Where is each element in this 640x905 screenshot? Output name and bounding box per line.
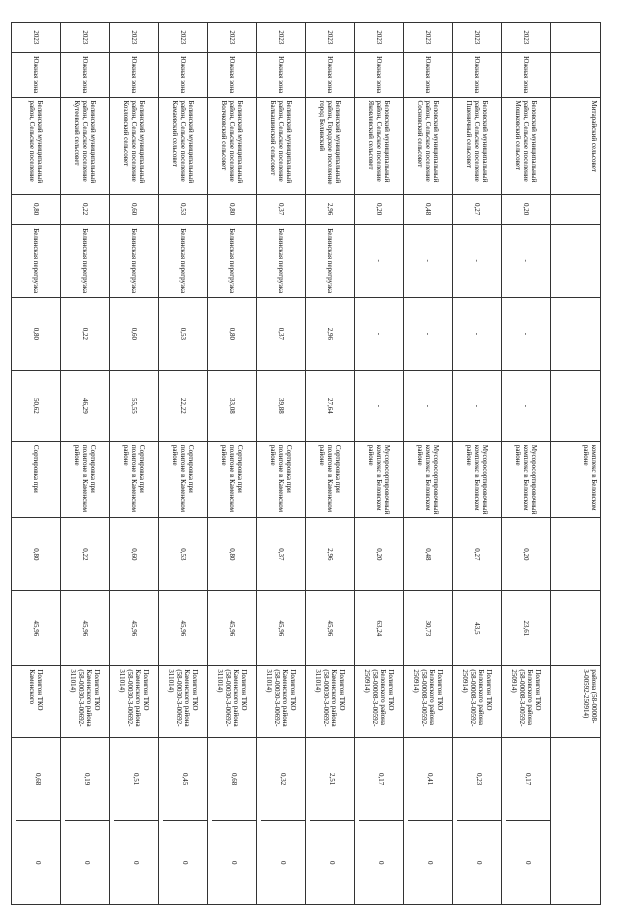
cell-volume-landfill [61, 737, 110, 904]
cell-transfer-station: - [502, 224, 551, 297]
cell-zone: Южная зона [502, 52, 551, 97]
cell-empty [551, 224, 601, 297]
cell-volume-transfer: 2,96 [306, 297, 355, 370]
cell-settlement: Белинский муниципальный район, Сельское поселение Камаевский сельсовет [159, 97, 208, 194]
cell-landfill: Полигон ТКО Каменского района (58-00030-З-00692-311014) [159, 666, 208, 737]
cell-facility: Мусоросортировочный комплекс в Беловском районе [502, 441, 551, 517]
cell-last-value: 0 [524, 860, 533, 865]
table-row [61, 23, 110, 905]
table-row [110, 23, 159, 905]
cell-transfer-station: Белинская перегрузка [159, 224, 208, 297]
cell-distance-facility: 23,61 [502, 591, 551, 666]
cell-settlement: Белинский муниципальный район, Сельское поселение Волчковский сельсовет [208, 97, 257, 194]
cell-distance-transfer: 39,88 [257, 370, 306, 441]
cell-volume-landfill: 0,45 [163, 738, 207, 822]
cell-transfer-station: - [453, 224, 502, 297]
cell-volume: 0,80 [208, 194, 257, 224]
cell-empty [551, 52, 601, 97]
cell-distance-transfer: - [404, 370, 453, 441]
table-row [355, 23, 404, 905]
cell-distance-facility: 45,96 [61, 591, 110, 666]
cell-distance-transfer: 50,62 [12, 370, 61, 441]
cell-volume: 2,96 [306, 194, 355, 224]
cell-volume-transfer: - [404, 297, 453, 370]
cell-empty [551, 737, 601, 904]
cell-volume-landfill [453, 737, 502, 904]
cell-transfer-station: Белинская перегрузка [61, 224, 110, 297]
cell-volume-landfill [257, 737, 306, 904]
cell-volume: 0,60 [110, 194, 159, 224]
cell-year: 2023 [208, 23, 257, 53]
cell-volume: 0,48 [404, 194, 453, 224]
cell-distance-transfer: - [502, 370, 551, 441]
table-row-continuation [551, 23, 601, 905]
cell-transfer-station: Белинская перегрузка [12, 224, 61, 297]
cell-transfer-station: - [355, 224, 404, 297]
table-row [159, 23, 208, 905]
cell-facility: Сортировка при полигоне в Каменском районе [208, 441, 257, 517]
cell-settlement: Белинский муниципальный район, Сельское поселение Кутеевский сельсовет [61, 97, 110, 194]
cell-landfill: Полигон ТКО Беловского района (58-00008-З-00592-250914) [502, 666, 551, 737]
table-row [12, 23, 61, 905]
cell-facility: Сортировка при [12, 441, 61, 517]
cell-distance-facility: 45,96 [257, 591, 306, 666]
cell-landfill: Полигон ТКО Каменского района (58-00030-З-00692-311014) [61, 666, 110, 737]
cell-landfill: района (58-00008-З-00592-250914) [551, 666, 601, 737]
cell-transfer-station: Белинская перегрузка [110, 224, 159, 297]
cell-year: 2023 [404, 23, 453, 53]
cell-landfill: Полигон ТКО Каменского района (58-00030-З-00692-311014) [306, 666, 355, 737]
cell-volume-landfill: 0,68 [212, 738, 256, 822]
cell-landfill: Полигон ТКО Каменского [12, 666, 61, 737]
cell-zone: Южная зона [12, 52, 61, 97]
cell-year: 2023 [12, 23, 61, 53]
cell-volume-transfer: 0,80 [12, 297, 61, 370]
cell-volume-facility: 0,80 [208, 518, 257, 591]
cell-distance-facility: 45,96 [208, 591, 257, 666]
cell-last-value: 0 [377, 860, 386, 865]
cell-year: 2023 [159, 23, 208, 53]
cell-last-value: 0 [34, 860, 43, 865]
cell-empty [551, 518, 601, 591]
cell-empty [551, 194, 601, 224]
cell-volume-transfer: - [502, 297, 551, 370]
cell-zone: Южная зона [306, 52, 355, 97]
cell-settlement: Белинский муниципальный район, Сельское поселение [12, 97, 61, 194]
cell-volume-facility: 0,37 [257, 518, 306, 591]
table-row [208, 23, 257, 905]
cell-landfill: Полигон ТКО Каменского района (58-00030-З-00692-311014) [110, 666, 159, 737]
cell-volume-landfill [208, 737, 257, 904]
cell-volume-facility: 0,20 [355, 518, 404, 591]
cell-landfill: Полигон ТКО Каменского района (58-00030-З-00692-311014) [208, 666, 257, 737]
cell-settlement: Беловский муниципальный район, Сельское поселение Яковлевский сельсовет [355, 97, 404, 194]
cell-facility: комплекс в Беловском районе [551, 441, 601, 517]
cell-landfill: Полигон ТКО Каменского района (58-00030-З-00692-311014) [257, 666, 306, 737]
cell-distance-facility: 63,24 [355, 591, 404, 666]
table-row [453, 23, 502, 905]
cell-distance-transfer: - [453, 370, 502, 441]
cell-distance-facility: 45,96 [110, 591, 159, 666]
cell-volume-landfill: 0,17 [506, 738, 550, 822]
cell-volume-landfill [159, 737, 208, 904]
cell-distance-transfer: 33,08 [208, 370, 257, 441]
cell-transfer-station: Белинская перегрузка [306, 224, 355, 297]
cell-volume-landfill [404, 737, 453, 904]
cell-distance-transfer: 46,29 [61, 370, 110, 441]
cell-volume: 0,37 [257, 194, 306, 224]
cell-settlement: Белинский муниципальный район, Сельское поселение Балкашинский сельсовет [257, 97, 306, 194]
cell-facility: Мусоросортировочный комплекс в Беловском районе [453, 441, 502, 517]
cell-volume-transfer: 0,80 [208, 297, 257, 370]
cell-settlement: Митарайский сельсовет [551, 97, 601, 194]
cell-volume-facility: 0,80 [12, 518, 61, 591]
cell-zone: Южная зона [110, 52, 159, 97]
cell-last-value: 0 [132, 860, 141, 865]
cell-volume-landfill: 0,68 [16, 738, 60, 822]
cell-volume: 0,20 [502, 194, 551, 224]
cell-last-value: 0 [475, 860, 484, 865]
cell-distance-transfer: 55,55 [110, 370, 159, 441]
cell-distance-facility: 45,96 [159, 591, 208, 666]
cell-year: 2023 [257, 23, 306, 53]
cell-volume-landfill: 0,51 [114, 738, 158, 822]
table-row [257, 23, 306, 905]
cell-zone: Южная зона [355, 52, 404, 97]
cell-volume-landfill [502, 737, 551, 904]
cell-volume-facility: 0,60 [110, 518, 159, 591]
cell-volume-landfill [306, 737, 355, 904]
cell-transfer-station: Белинская перегрузка [257, 224, 306, 297]
cell-facility: Сортировка при полигоне в Каменском районе [61, 441, 110, 517]
cell-volume-facility: 0,20 [502, 518, 551, 591]
cell-volume: 0,53 [159, 194, 208, 224]
cell-volume-facility: 0,22 [61, 518, 110, 591]
cell-landfill: Полигон ТКО Беловского района (58-00008-З-00592-250914) [404, 666, 453, 737]
cell-volume-landfill [355, 737, 404, 904]
cell-year: 2023 [355, 23, 404, 53]
cell-transfer-station: - [404, 224, 453, 297]
cell-year: 2023 [306, 23, 355, 53]
cell-volume-landfill: 0,41 [408, 738, 452, 822]
cell-distance-transfer: 22,22 [159, 370, 208, 441]
cell-volume-transfer: 0,60 [110, 297, 159, 370]
cell-facility: Сортировка при полигоне в Каменском районе [306, 441, 355, 517]
cell-distance-facility: 45,96 [12, 591, 61, 666]
cell-volume-transfer: - [453, 297, 502, 370]
cell-landfill: Полигон ТКО Беловского района (58-00008-З-00592-250914) [355, 666, 404, 737]
cell-zone: Южная зона [208, 52, 257, 97]
cell-empty [551, 23, 601, 53]
cell-volume-facility: 0,27 [453, 518, 502, 591]
cell-empty [551, 370, 601, 441]
cell-volume: 0,80 [12, 194, 61, 224]
cell-volume-facility: 0,48 [404, 518, 453, 591]
cell-last-value: 0 [83, 860, 92, 865]
cell-volume: 0,20 [355, 194, 404, 224]
cell-year: 2023 [453, 23, 502, 53]
cell-settlement: Беловский муниципальный район, Сельское поселение Пшеничный сельсовет [453, 97, 502, 194]
cell-volume-transfer: 0,37 [257, 297, 306, 370]
cell-volume-landfill: 0,32 [261, 738, 305, 822]
cell-distance-facility: 43,5 [453, 591, 502, 666]
cell-volume-facility: 2,96 [306, 518, 355, 591]
cell-volume: 0,22 [61, 194, 110, 224]
table-row [502, 23, 551, 905]
cell-volume-transfer: - [355, 297, 404, 370]
cell-settlement: Белинский муниципальный район, Городское поселение город Белинский [306, 97, 355, 194]
cell-facility: Мусоросортировочный комплекс в Беловском районе [355, 441, 404, 517]
cell-settlement: Беловский муниципальный район, Сельское поселение Сосновский сельсовет [404, 97, 453, 194]
cell-volume-landfill [12, 737, 61, 904]
cell-last-value: 0 [230, 860, 239, 865]
cell-volume-facility: 0,53 [159, 518, 208, 591]
cell-volume-transfer: 0,53 [159, 297, 208, 370]
cell-year: 2023 [110, 23, 159, 53]
cell-last-value: 0 [328, 860, 337, 865]
table-row [306, 23, 355, 905]
cell-facility: Сортировка при полигоне в Каменском районе [110, 441, 159, 517]
cell-distance-facility: 45,96 [306, 591, 355, 666]
cell-zone: Южная зона [159, 52, 208, 97]
cell-volume-transfer: 0,22 [61, 297, 110, 370]
waste-flow-table [11, 22, 601, 905]
cell-distance-facility: 30,73 [404, 591, 453, 666]
cell-zone: Южная зона [257, 52, 306, 97]
cell-distance-transfer: 27,64 [306, 370, 355, 441]
cell-last-value: 0 [181, 860, 190, 865]
cell-year: 2023 [502, 23, 551, 53]
cell-empty [551, 297, 601, 370]
cell-volume-landfill: 0,17 [359, 738, 403, 822]
cell-zone: Южная зона [453, 52, 502, 97]
cell-zone: Южная зона [404, 52, 453, 97]
cell-last-value: 0 [279, 860, 288, 865]
cell-transfer-station: Белинская перегрузка [208, 224, 257, 297]
cell-distance-transfer: - [355, 370, 404, 441]
cell-facility: Сортировка при полигоне в Каменском районе [257, 441, 306, 517]
cell-facility: Сортировка при полигоне в Каменском районе [159, 441, 208, 517]
cell-volume-landfill [110, 737, 159, 904]
cell-volume-landfill: 0,19 [65, 738, 109, 822]
cell-facility: Мусоросортировочный комплекс в Беловском районе [404, 441, 453, 517]
cell-settlement: Белинский муниципальный район, Сельское поселение Козловский сельсовет [110, 97, 159, 194]
cell-settlement: Беловский муниципальный район, Сельское поселение Мошковский сельсовет [502, 97, 551, 194]
table-row [404, 23, 453, 905]
cell-volume-landfill: 2,51 [310, 738, 354, 822]
cell-landfill: Полигон ТКО Беловского района (58-00008-З-00592-250914) [453, 666, 502, 737]
cell-year: 2023 [61, 23, 110, 53]
cell-last-value: 0 [426, 860, 435, 865]
cell-volume: 0,27 [453, 194, 502, 224]
cell-volume-landfill: 0,23 [457, 738, 501, 822]
cell-empty [551, 591, 601, 666]
cell-zone: Южная зона [61, 52, 110, 97]
